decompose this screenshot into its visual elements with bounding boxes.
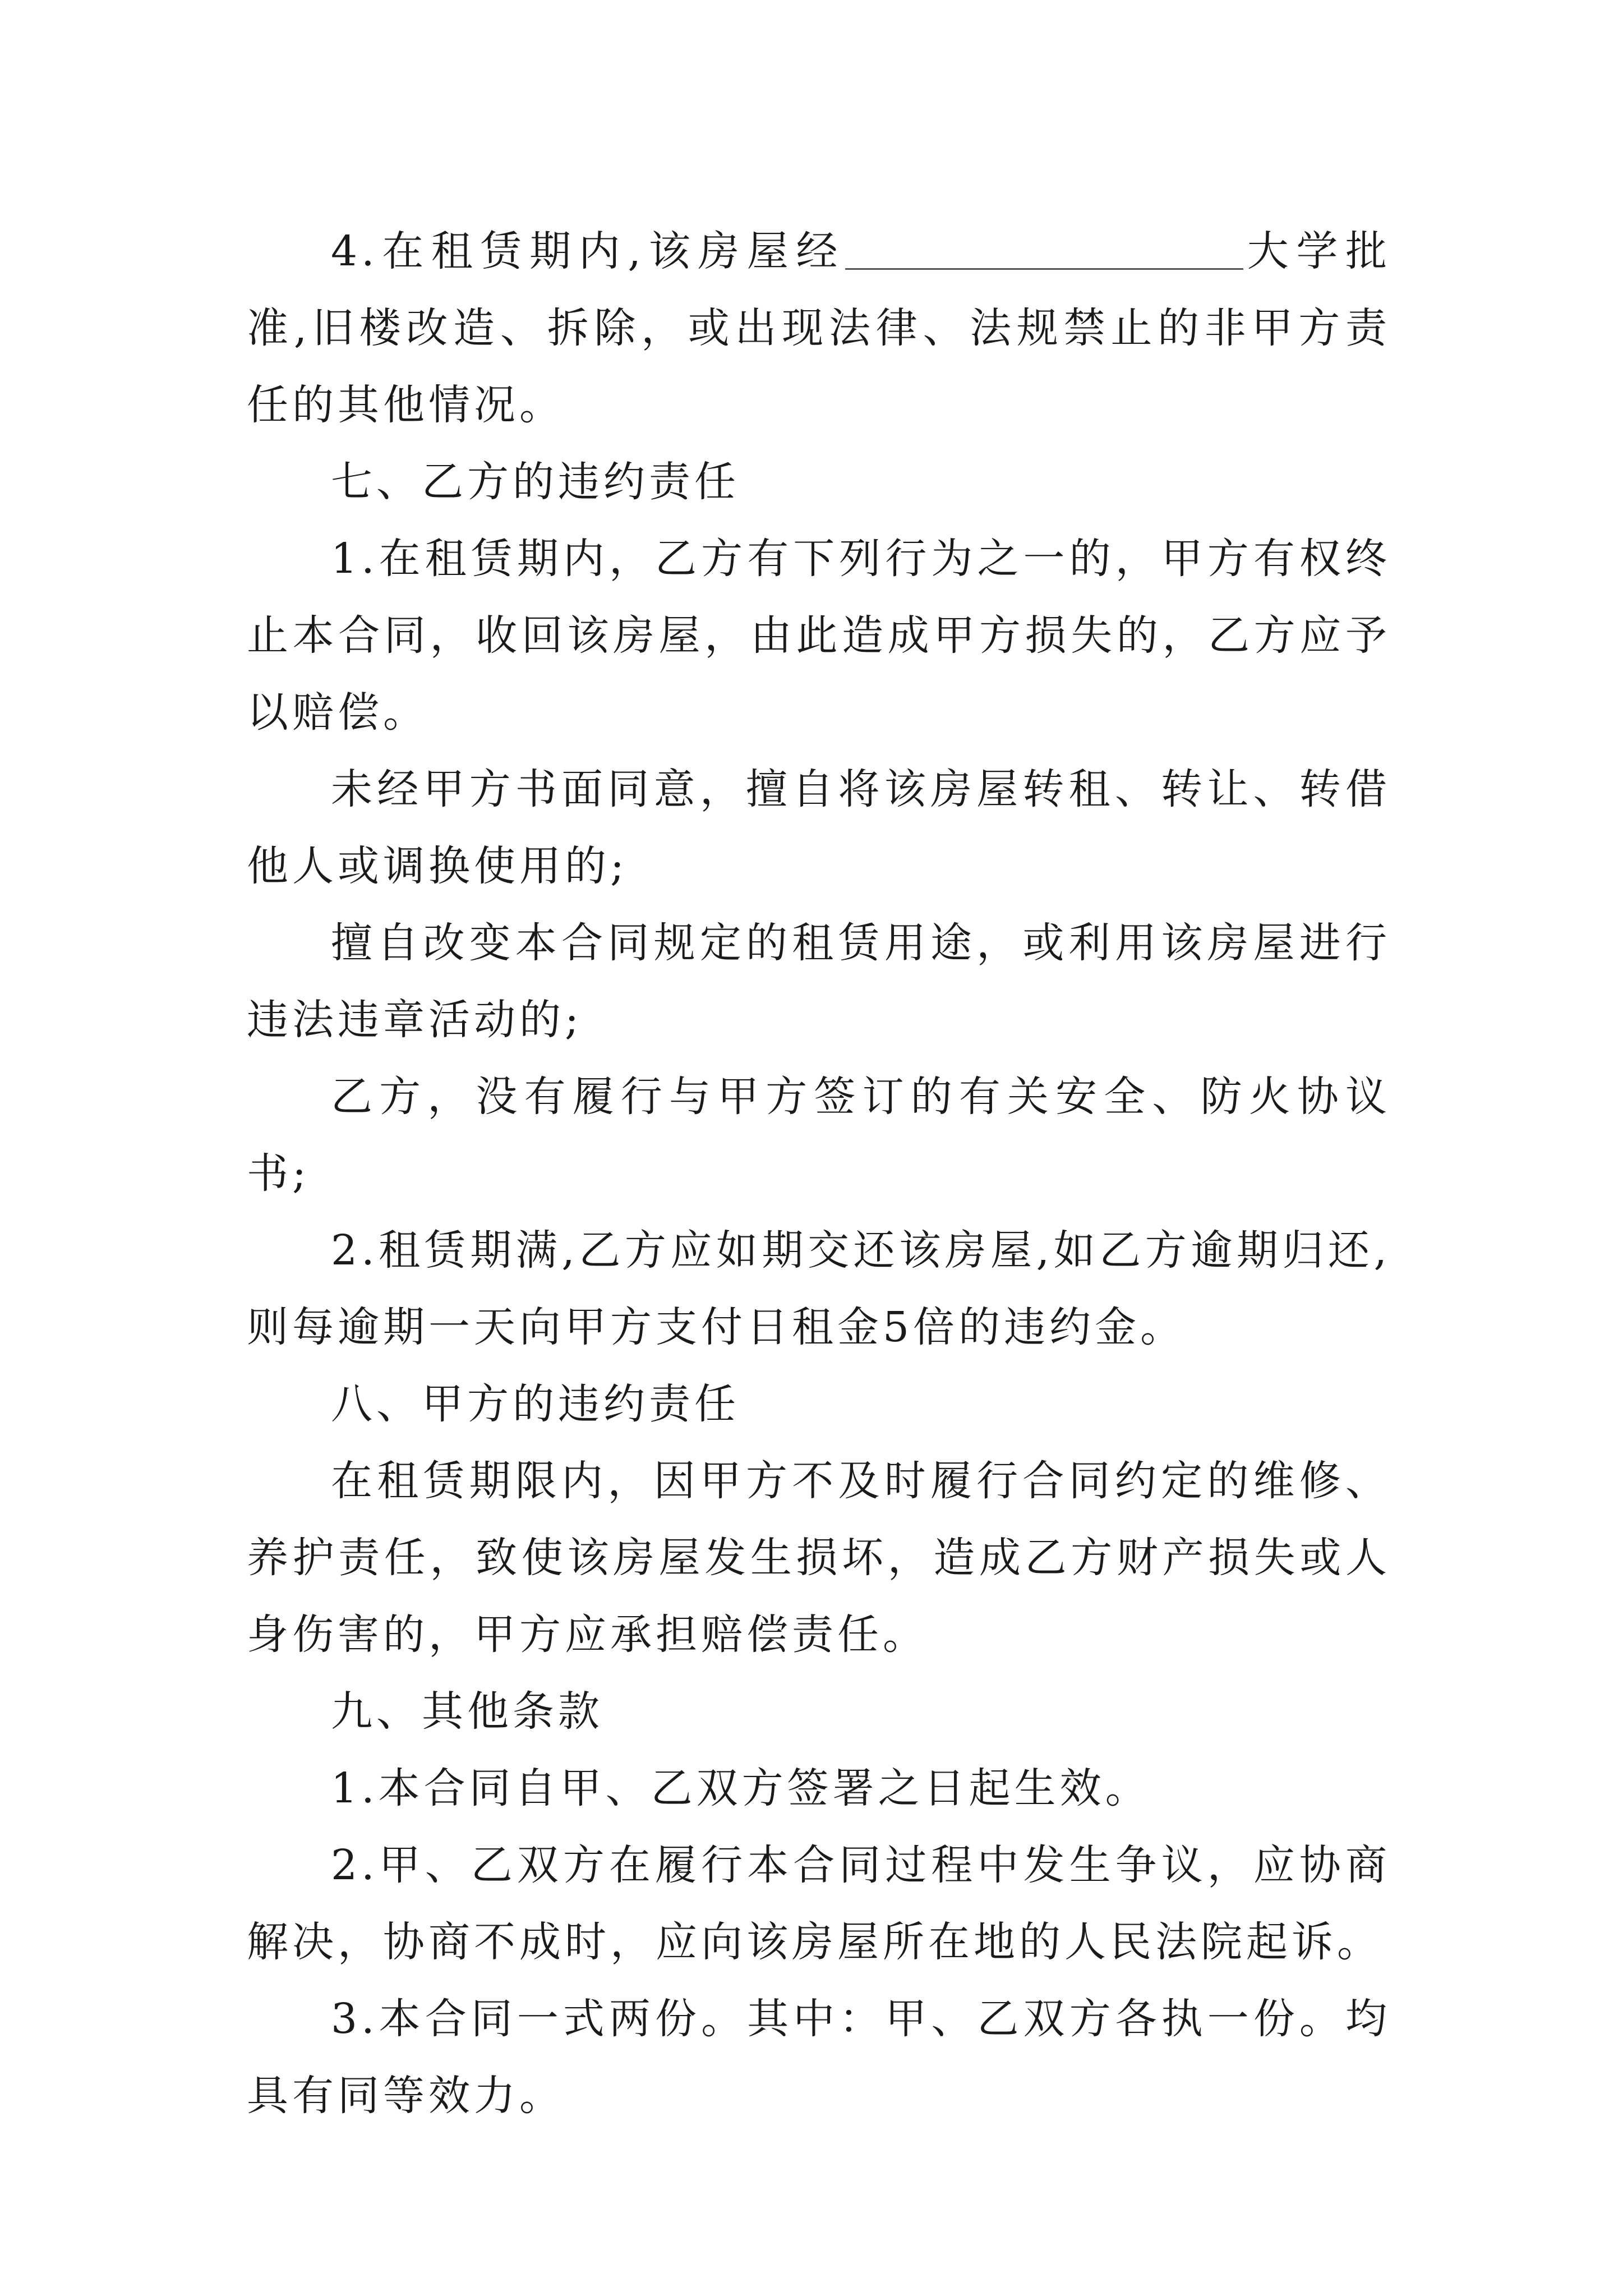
paragraph-text: 大学批准,旧楼改造、拆除，或出现法律、法规禁止的非甲方责任的其他情况。 (247, 227, 1391, 429)
section-heading-7: 七、乙方的违约责任 (331, 458, 740, 506)
section-heading-8: 八、甲方的违约责任 (331, 1380, 740, 1428)
section-heading-9: 九、其他条款 (331, 1687, 603, 1736)
section-7-item-1: 未经甲方书面同意，擅自将该房屋转租、转让、转借他人或调换使用的; (247, 765, 1391, 890)
section-7-paragraph-2: 2.租赁期满,乙方应如期交还该房屋,如乙方逾期归还,则每逾期一天向甲方支付日租金5倍的违约金。 (247, 1226, 1391, 1351)
paragraph-4-renovation (247, 213, 1391, 444)
paragraph-text: 4.在租赁期内,该房屋经 (331, 227, 846, 275)
fill-in-blank (845, 234, 1243, 270)
section-7-paragraph-1: 1.在租赁期内，乙方有下列行为之一的，甲方有权终止本合同，收回该房屋，由此造成甲方损失的，乙方应予以赔偿。 (247, 535, 1391, 737)
section-9-paragraph-2: 2.甲、乙双方在履行本合同过程中发生争议，应协商解决，协商不成时，应向该房屋所在地的人民法院起诉。 (247, 1841, 1391, 1966)
section-9-paragraph-1: 1.本合同自甲、乙双方签署之日起生效。 (331, 1764, 1151, 1812)
section-7-item-3: 乙方，没有履行与甲方签订的有关安全、防火协议书; (247, 1073, 1391, 1198)
section-8-paragraph-1: 在租赁期限内，因甲方不及时履行合同约定的维修、养护责任，致使该房屋发生损坏，造成乙方财产损失或人身伤害的，甲方应承担赔偿责任。 (247, 1457, 1391, 1659)
document-page (247, 213, 1391, 2134)
section-7-item-2: 擅自改变本合同规定的租赁用途，或利用该房屋进行违法违章活动的; (247, 919, 1391, 1044)
section-9-paragraph-3: 3.本合同一式两份。其中：甲、乙双方各执一份。均具有同等效力。 (247, 1995, 1391, 2120)
